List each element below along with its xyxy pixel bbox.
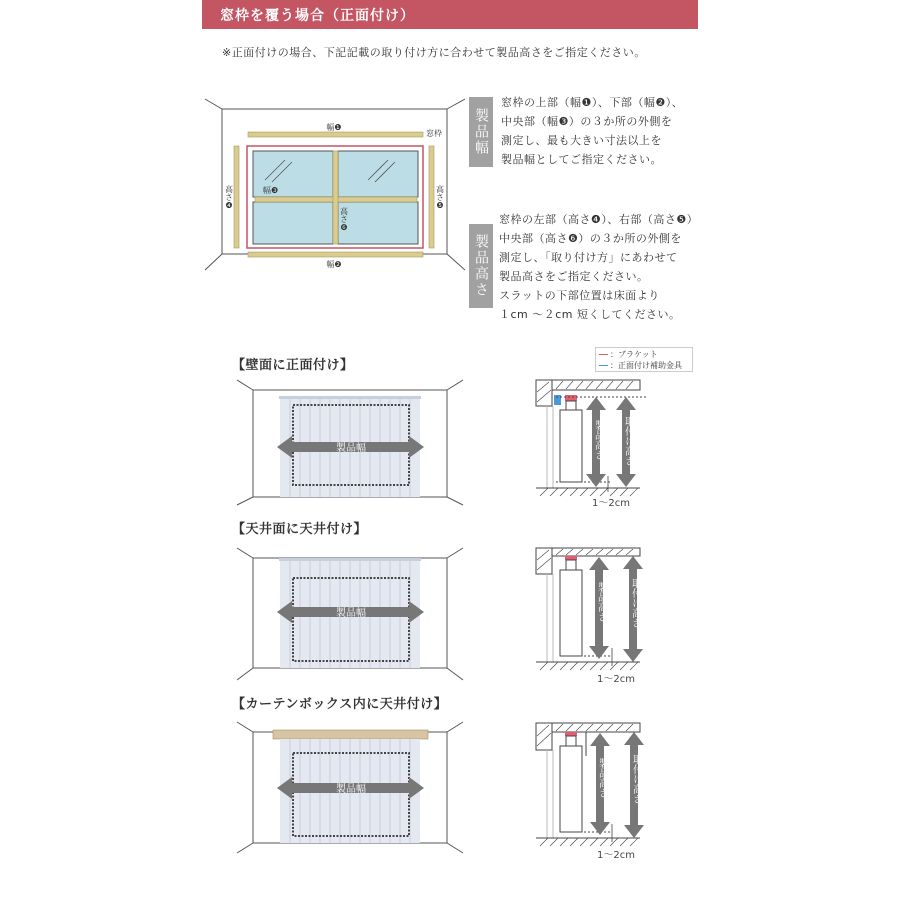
label-width-1: 幅❶ [326,123,342,132]
bracket-legend-swatch [599,354,608,355]
note-text: ※正面付けの場合、下記記載の取り付け方に合わせて製品高さをご指定ください。 [222,46,646,59]
label-frame: 窓枠 [426,129,442,138]
section-title-wall: 【壁面に正面付け】 [232,358,354,373]
height-label: 製品高さ [596,758,608,798]
gap-label: 1～2cm [597,850,635,861]
height-line: 測定し、「取り付け方」にあわせて [499,251,678,264]
label-width-3: 幅❸ [263,186,279,195]
width-line: 製品幅としてご指定ください。 [501,153,662,166]
ceiling-mount-front-view [230,540,470,685]
height-tag: 製品高さ [469,224,493,308]
page-title: 窓枠を覆う場合（正面付け） [220,8,415,24]
width-tag: 製品幅 [469,97,493,167]
curtain-box [273,730,428,739]
ceiling-mount-side-view [530,542,670,688]
height-label: 製品高さ [592,420,604,460]
curtain-box-mount-side-view [530,718,670,864]
height-line: 製品高さをご指定ください。 [499,270,649,283]
width-line: 窓枠の上部（幅❶）、下部（幅❷）、 [501,96,684,109]
height-line: １cm ～２cm 短くしてください。 [499,308,681,321]
width-label: 製品幅 [336,443,366,454]
label-height-4: 高さ❹ [224,185,234,210]
width-line: 中央部（幅❸）の３か所の外側を [501,115,673,128]
wall-mount-side-view [530,374,670,510]
section-title-ceiling: 【天井面に天井付け】 [232,522,368,537]
width-description [501,93,683,169]
mount-height-label: 取付け高さ [622,416,634,466]
gap-label: 1～2cm [592,498,630,509]
curtain-box-mount-front-view [230,715,470,860]
wall-mount-front-view [230,370,470,510]
label-height-5: 高さ❺ [435,185,445,210]
gap-label: 1～2cm [597,674,635,685]
mount-height-label: 取付け高さ [630,754,642,804]
label-height-6: 高さ❻ [339,207,349,232]
height-line: 窓枠の左部（高さ❹）、右部（高さ❺） [499,213,699,226]
height-line: 中央部（高さ❻）の３か所の外側を [499,232,682,245]
width-line: 測定し、最も大きい寸法以上を [501,134,662,147]
width-label: 製品幅 [336,784,366,795]
mount-height-label: 取付け高さ [629,578,641,628]
bracket-legend-label: ：ブラケット [610,350,658,359]
height-line: スラットの下部位置は床面より [499,289,660,302]
height-label: 製品高さ [595,582,607,622]
height-description [499,210,698,324]
label-width-2: 幅❷ [326,260,342,269]
legend-box [595,347,693,372]
width-label: 製品幅 [336,608,366,619]
section-title-curtain-box: 【カーテンボックス内に天井付け】 [232,697,448,712]
aux-legend-swatch [599,365,608,366]
window-measure-diagram [200,95,465,275]
aux-legend-label: ：正面付け補助金具 [610,361,682,370]
